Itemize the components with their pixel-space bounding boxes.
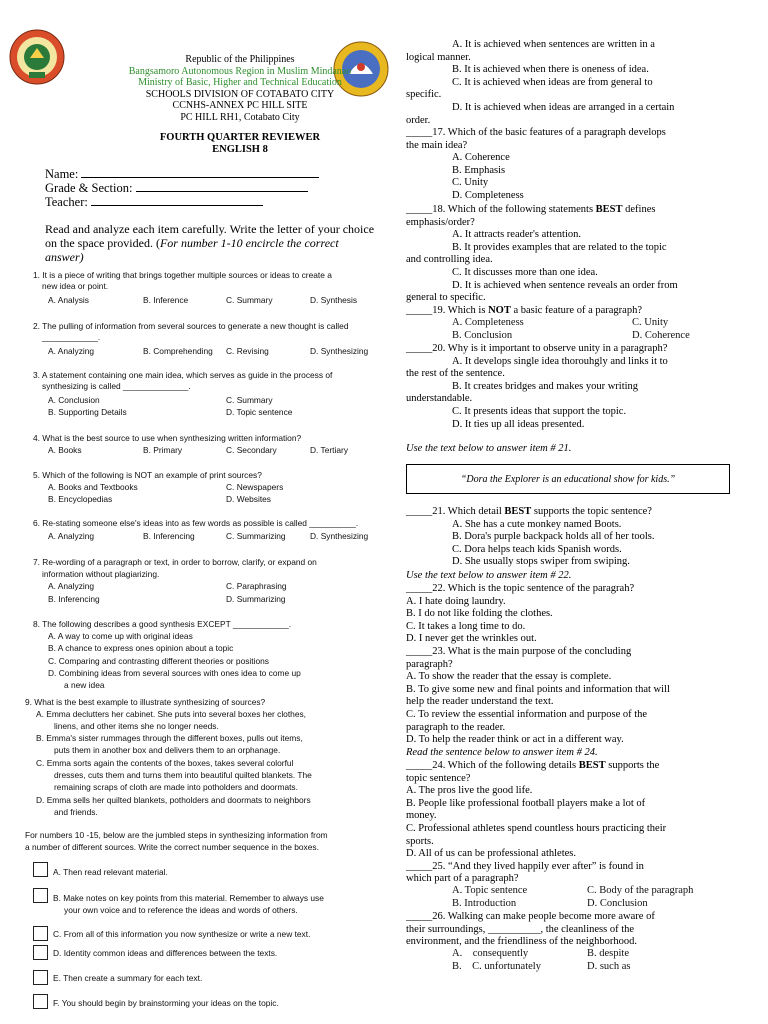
q25-opt-b[interactable]: B. Introduction [452,898,517,909]
step-e-box[interactable] [33,970,48,985]
q26-opt-d[interactable]: D. such as [587,961,631,972]
q9-opt-d-cont: and friends. [54,807,98,817]
q7-cont: information without plagiarizing. [42,569,160,579]
q2: 2. The pulling of information from several sources to generate a new thought is called [33,321,349,331]
q1: 1. It is a piece of writing that brings together multiple sources or ideas to create a [33,270,332,280]
q18: _____18. Which of the following statements BEST defines emphasis/order? A. It attracts reader's attention. B. It provides examples that are related to the topic and controlling idea. C. It discusses more than one idea. D. It is achieved when sentence reveals an order from general to specific. [406,204,678,304]
q19-opt-b[interactable]: B. Conclusion [452,330,513,341]
q24: _____24. Which of the following details BEST supports the topic sentence? A. The pros live the good life. B. People like professional football players make a lot of money. C. Professional athletes spend countless hours practicing their sports. D. All of us can be professional athletes. _____25. “And they lived happily ever after” is found in which part of a paragraph? [406,760,667,885]
q6-opt-b[interactable]: B. Inferencing [143,531,195,541]
q7-opt-d[interactable]: D. Summarizing [226,594,286,604]
step-c-box[interactable] [33,926,48,941]
q6: 6. Re-stating someone else's ideas into as few words as possible is called __________. [33,518,359,528]
grade-field[interactable]: Grade & Section: [45,180,308,195]
q5-opt-b[interactable]: B. Encyclopedias [48,494,113,504]
q7-opt-c[interactable]: C. Paraphrasing [226,581,287,591]
q9-opt-a[interactable]: A. Emma declutters her cabinet. She puts into several boxes her clothes, [36,709,306,719]
q8: 8. The following describes a good synthesis EXCEPT ____________. [33,619,292,629]
header-address: PC HILL RH1, Cotabato City [180,111,300,123]
q7: 7. Re-wording of a paragraph or text, in order to borrow, clarify, or expand on [33,557,317,567]
steps-instructions: For numbers 10 -15, below are the jumbled steps in synthesizing information from [25,830,328,840]
q26: _____26. Walking can make people become more aware of their surroundings, __________, the cleanliness of the environment, and the friendliness of the neighborhood. [406,911,655,948]
q3-opt-b[interactable]: B. Supporting Details [48,407,127,417]
q9: 9. What is the best example to illustrate synthesizing of sources? [25,697,266,707]
step-b: B. Make notes on key points from this material. Remember to always use [53,893,324,903]
q19-opt-a[interactable]: A. Completeness [452,317,524,328]
q4-opt-b[interactable]: B. Primary [143,445,183,455]
q26-opt-c[interactable]: B. C. unfortunately [452,961,541,972]
use-text-24: Read the sentence below to answer item # 24. [406,747,598,758]
q9-opt-c[interactable]: C. Emma sorts again the contents of the boxes, takes several colorful [36,758,294,768]
step-b-box[interactable] [33,888,48,903]
q2-opt-d[interactable]: D. Synthesizing [310,346,369,356]
q8-opt-d[interactable]: D. Combining ideas from several sources with ones idea to come up [48,668,301,678]
header-republic: Republic of the Philippines [185,54,295,65]
q9-opt-c-cont1: dresses, cuts them and turns them into beautiful quilted blankets. The [54,770,312,780]
step-c: C. From all of this information you now synthesize or write a new text. [53,929,311,939]
header-region: Bangsamoro Autonomous Region in Muslim Mindanao [128,65,352,77]
q20: _____20. Why is it important to observe unity in a paragraph? A. It develops single idea thorouhgly and links it to the rest of the sentence. B. It creates bridges and makes your writing understandable. C. It presents ideas that support the topic. D. It ties up all ideas presented. [406,343,668,430]
quote-box: “Dora the Explorer is an educational show for kids.” [406,464,730,494]
q3-opt-a[interactable]: A. Conclusion [48,395,100,405]
q4-opt-d[interactable]: D. Tertiary [310,445,349,455]
q19-opt-d[interactable]: D. Coherence [632,330,690,341]
step-d-box[interactable] [33,945,48,960]
q5: 5. Which of the following is NOT an example of print sources? [33,470,262,480]
teacher-field[interactable]: Teacher: [45,194,263,209]
q4-opt-c[interactable]: C. Secondary [226,445,277,455]
name-field[interactable]: Name: [45,166,319,181]
q25-opt-d[interactable]: D. Conclusion [587,898,648,909]
header-school: CCNHS-ANNEX PC HILL SITE [172,100,308,111]
q5-opt-c[interactable]: C. Newspapers [226,482,284,492]
q5-opt-d[interactable]: D. Websites [226,494,271,504]
q1-opt-c[interactable]: C. Summary [226,295,273,305]
q7-opt-b[interactable]: B. Inferencing [48,594,100,604]
q1-opt-b[interactable]: B. Inference [143,295,189,305]
page-title: FOURTH QUARTER REVIEWER ENGLISH 8 [159,132,321,155]
q9-opt-a-cont: linens, and other items she no longer needs. [54,721,219,731]
q1-opt-d[interactable]: D. Synthesis [310,295,358,305]
q26-opt-b[interactable]: B. despite [587,948,629,959]
q8-opt-b[interactable]: B. A chance to express ones opinion about a topic [48,643,234,653]
q6-opt-a[interactable]: A. Analyzing [48,531,95,541]
q9-opt-d[interactable]: D. Emma sells her quilted blankets, potholders and doormats to neighbors [36,795,311,805]
q2-opt-a[interactable]: A. Analyzing [48,346,95,356]
q8-opt-c[interactable]: C. Comparing and contrasting different theories or positions [48,656,269,666]
step-b-cont: your own voice and to reference the ideas and words of others. [64,905,298,915]
step-e: E. Then create a summary for each text. [53,973,203,983]
steps-instructions-cont: a number of different sources. Write the correct number sequence in the boxes. [25,842,319,852]
q2-opt-b[interactable]: B. Comprehending [143,346,213,356]
q19: _____19. Which is NOT a basic feature of a paragraph? [406,305,642,316]
q3-cont: synthesizing is called ______________. [42,381,191,391]
q19-opt-c[interactable]: C. Unity [632,317,669,328]
q16-options: A. It is achieved when sentences are written in a logical manner. B. It is achieved when there is oneness of idea. C. It is achieved when ideas are from general to specific. D. It is achieved when ideas are arranged in a certain order. [406,39,675,126]
step-a: A. Then read relevant material. [53,867,168,877]
q22-q23: _____22. Which is the topic sentence of the paragrah? A. I hate doing laundry. B. I do not like folding the clothes. C. It takes a long time to do. D. I never get the wrinkles out. _____23. What is the main purpose of the concluding paragraph? A. To show the reader that the essay is complete. B. To give some new and final points and information that will help the reader understand the text. C. To review the essential information and purpose of the paragraph to the reader. D. To help the reader think or act in a different way. [406,583,670,746]
q3-opt-c[interactable]: C. Summary [226,395,273,405]
q1-cont: new idea or point. [42,281,109,291]
header-ministry: Ministry of Basic, Higher and Technical Education [138,77,342,88]
q25-opt-a[interactable]: A. Topic sentence [452,885,528,896]
step-f: F. You should begin by brainstorming your ideas on the topic. [53,998,279,1008]
q1-opt-a[interactable]: A. Analysis [48,295,89,305]
instructions: Read and analyze each item carefully. Write the letter of your choice on the space provided. (For number 1-10 encircle the correct answer) [45,222,375,264]
q2-cont: ____________. [42,332,101,342]
school-header [75,54,405,123]
q25-opt-c[interactable]: C. Body of the paragraph [587,885,694,896]
q26-opt-a[interactable]: A. consequently [452,948,529,959]
q3-opt-d[interactable]: D. Topic sentence [226,407,293,417]
use-text-22: Use the text below to answer item # 22. [406,570,572,581]
q9-opt-b[interactable]: B. Emma's sister rummages through the different boxes, pulls out items, [36,733,303,743]
q17: _____17. Which of the basic features of a paragraph develops the main idea? A. Coherence B. Emphasis C. Unity D. Completeness [406,127,666,201]
q6-opt-d[interactable]: D. Synthesizing [310,531,369,541]
q7-opt-a[interactable]: A. Analyzing [48,581,95,591]
q8-opt-a[interactable]: A. A way to come up with original ideas [48,631,193,641]
step-f-box[interactable] [33,994,48,1009]
header-division: SCHOOLS DIVISION OF COTABATO CITY [145,88,335,100]
q5-opt-a[interactable]: A. Books and Textbooks [48,482,138,492]
q21: _____21. Which detail BEST supports the topic sentence? A. She has a cute monkey named Boots. B. Dora's purple backpack holds all of her tools. C. Dora helps teach kids Spanish words. D. She usually stops swiper from swiping. [406,506,655,568]
q6-opt-c[interactable]: C. Summarizing [226,531,286,541]
q9-opt-b-cont: puts them in another box and delivers them to an orphanage. [54,745,281,755]
q9-opt-c-cont2: remaining scraps of cloth are made into potholders and doormats. [54,782,298,792]
q8-opt-d-cont: a new idea [64,680,105,690]
step-d: D. Identity common ideas and differences between the texts. [53,948,278,958]
q4-opt-a[interactable]: A. Books [48,445,82,455]
step-a-box[interactable] [33,862,48,877]
q2-opt-c[interactable]: C. Revising [226,346,269,356]
barmm-seal-icon [8,28,66,86]
q4: 4. What is the best source to use when synthesizing written information? [33,433,302,443]
q3: 3. A statement containing one main idea, which serves as guide in the process of [33,370,333,380]
use-text-21: Use the text below to answer item # 21. [406,443,572,454]
